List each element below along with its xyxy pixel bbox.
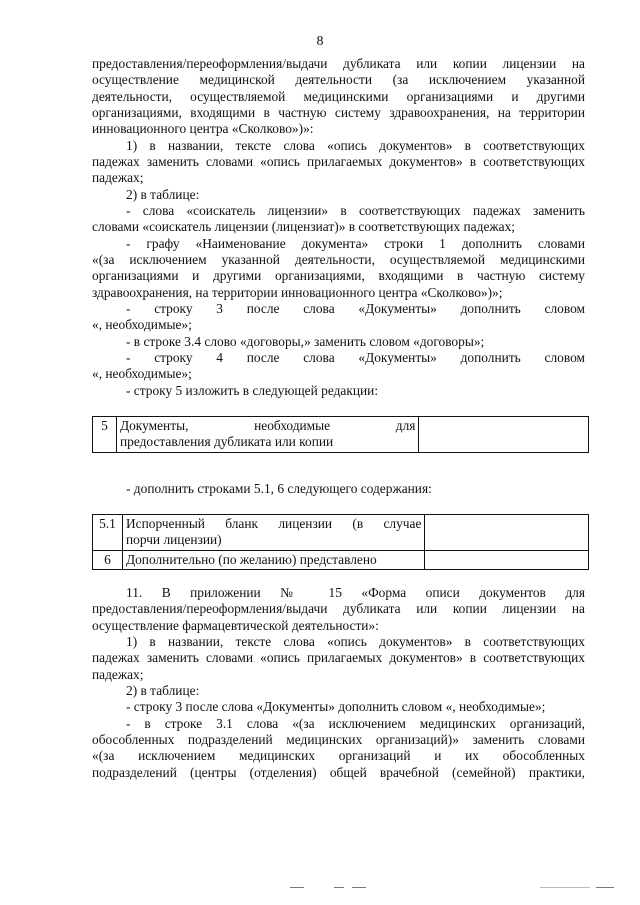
cell-text-line: порчи лицензии) bbox=[125, 532, 222, 548]
cell-text-line: Документы, необходимые для bbox=[119, 418, 416, 433]
text-line: - в строке 3.4 слово «договоры,» заменить словом «договоры»; bbox=[126, 334, 485, 349]
row-number-cell: 5.1 bbox=[93, 515, 123, 551]
text-line: инновационного центра «Сколково»)»: bbox=[92, 121, 314, 136]
text-line: деятельности, осуществляемой медицинскими организациями и другими bbox=[92, 89, 585, 104]
text-line: 1) в названии, тексте слова «опись документов» в соответствующих bbox=[126, 634, 585, 649]
cell-text-line: предоставления дубликата или копии bbox=[119, 434, 334, 450]
text-line: - в строке 3.1 слова «(за исключением медицинских организаций, bbox=[126, 716, 585, 731]
table-rows-5-1-and-6 bbox=[92, 514, 589, 570]
text-line: 2) в таблице: bbox=[126, 187, 200, 202]
scan-artifact bbox=[596, 887, 614, 888]
text-line: 11. В приложении № 15 «Форма описи документов для bbox=[126, 585, 585, 600]
text-line: 2) в таблице: bbox=[126, 683, 200, 698]
text-line: 1) в названии, тексте слова «опись документов» в соответствующих bbox=[126, 138, 585, 153]
text-line: «(за исключением указанной деятельности, осуществляемой медицинскими bbox=[92, 252, 585, 267]
text-line: падежах заменить словами «опись прилагаемых документов» в соответствующих bbox=[92, 154, 585, 169]
text-line: подразделений (центры (отделения) общей врачебной (семейной) практики, bbox=[92, 765, 585, 780]
text-line: «, необходимые»; bbox=[92, 366, 192, 381]
cell-text-line: Испорченный бланк лицензии (в случае bbox=[125, 516, 422, 531]
text-line: падежах; bbox=[92, 170, 144, 185]
table-row bbox=[93, 417, 589, 453]
text-line: осуществление фармацевтической деятельности»: bbox=[92, 618, 379, 633]
empty-cell bbox=[419, 417, 589, 453]
text-line: - графу «Наименование документа» строки 1 дополнить словами bbox=[126, 236, 585, 251]
cell-text-line: Дополнительно (по желанию) представлено bbox=[125, 551, 377, 567]
row-number-cell: 5 bbox=[93, 417, 117, 453]
text-line: осуществление медицинской деятельности (за исключением указанной bbox=[92, 72, 585, 87]
table-row bbox=[93, 550, 589, 569]
text-line: «, необходимые»; bbox=[92, 317, 192, 332]
scan-artifact bbox=[334, 887, 344, 888]
text-line: словами «соискатель лицензии (лицензиат)» в соответствующих падежах; bbox=[92, 219, 515, 234]
text-line: предоставления/переоформления/выдачи дубликата или копии лицензии на bbox=[92, 56, 585, 71]
scan-artifact bbox=[290, 887, 304, 888]
document-name-cell bbox=[116, 417, 418, 453]
text-line: - строку 5 изложить в следующей редакции: bbox=[126, 383, 379, 398]
page-number: 8 bbox=[316, 34, 324, 49]
document-name-cell bbox=[122, 515, 424, 551]
row-number-cell: 6 bbox=[93, 550, 123, 569]
document-name-cell bbox=[122, 550, 424, 569]
text-line: - дополнить строками 5.1, 6 следующего содержания: bbox=[126, 481, 432, 496]
text-line: - слова «соискатель лицензии» в соответствующих падежах заменить bbox=[126, 203, 585, 218]
text-line: падежах; bbox=[92, 667, 144, 682]
text-line: - строку 4 после слова «Документы» дополнить словом bbox=[126, 350, 585, 365]
table-row bbox=[93, 515, 589, 551]
text-line: здравоохранения, на территории инновационного центра «Сколково»)»; bbox=[92, 285, 503, 300]
table-row-5 bbox=[92, 416, 589, 453]
text-line: - строку 3 после слова «Документы» дополнить словом bbox=[126, 301, 585, 316]
text-line: организациями, входящими в частную систему здравоохранения, на территории bbox=[92, 105, 585, 120]
empty-cell bbox=[425, 515, 589, 551]
text-line: предоставления/переоформления/выдачи дубликата или копии лицензии на bbox=[92, 601, 585, 616]
text-line: падежах заменить словами «опись прилагаемых документов» в соответствующих bbox=[92, 650, 585, 665]
empty-cell bbox=[425, 550, 589, 569]
scan-artifact bbox=[540, 887, 590, 888]
scan-artifact bbox=[352, 887, 366, 888]
text-line: организациями и другими организациями, входящими в частную систему bbox=[92, 268, 585, 283]
text-line: обособленных подразделений медицинских организаций)» заменить словами bbox=[92, 732, 585, 747]
text-line: - строку 3 после слова «Документы» дополнить словом «, необходимые»; bbox=[126, 699, 546, 714]
text-line: «(за исключением медицинских организаций и их обособленных bbox=[92, 748, 585, 763]
